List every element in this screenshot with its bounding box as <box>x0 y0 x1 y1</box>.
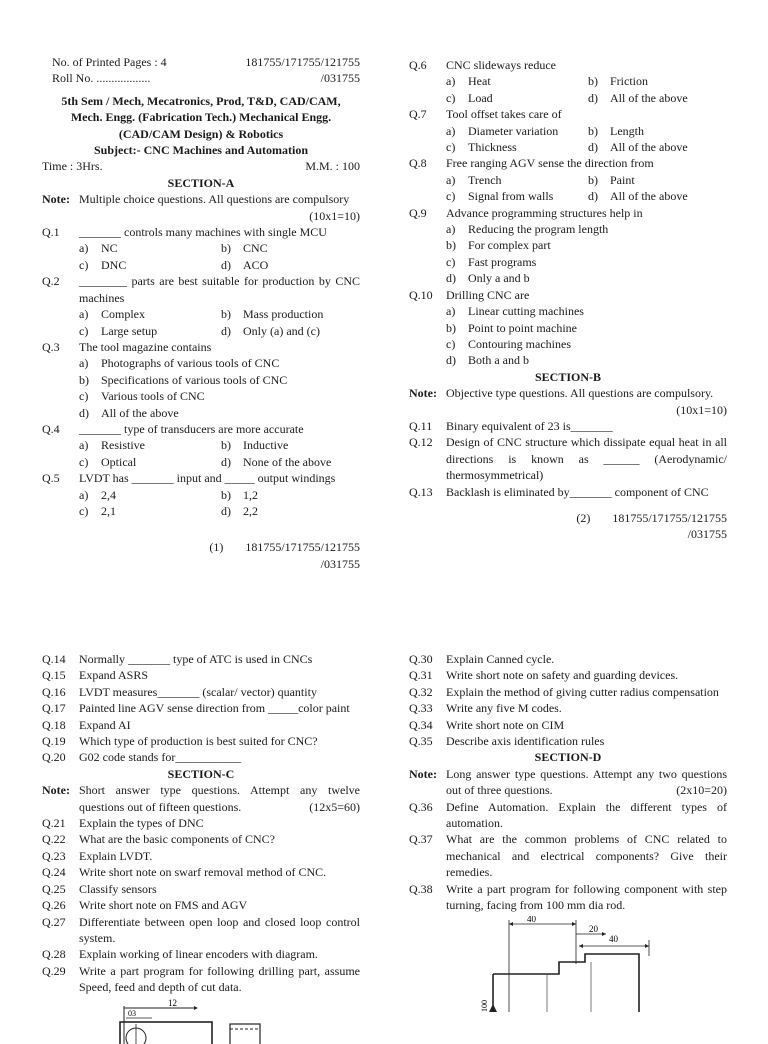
question-number: Q.30 <box>409 652 433 666</box>
option-c: c) Thickness <box>446 140 517 155</box>
question-number: Q.36 <box>409 799 433 814</box>
question-17 <box>42 700 360 716</box>
note-marks: (10x1=10) <box>676 402 727 417</box>
question-text: What are the basic components of CNC? <box>79 832 275 847</box>
question-text: The tool magazine contains <box>79 339 212 354</box>
part-outline <box>120 1022 212 1044</box>
question-number: Q.33 <box>409 701 433 716</box>
section-a-title: SECTION-A <box>167 175 235 190</box>
question-text: Design of CNC structure which dissipate equal heat in all directions is known as ______ (Aerodynamic/ thermosymmetrical) <box>446 435 727 483</box>
question-text: _______ type of transducers are more accurate <box>79 421 304 436</box>
question-number: Q.17 <box>42 701 66 716</box>
note-label: Note: <box>409 386 437 401</box>
question-11 <box>409 418 727 434</box>
question-33 <box>409 700 727 716</box>
question-35 <box>409 733 727 749</box>
option-b: b) Specifications of various tools of CNC <box>79 372 288 387</box>
question-5-options <box>42 487 360 520</box>
question-6-options <box>409 73 727 106</box>
question-number: Q.5 <box>42 471 60 486</box>
question-number: Q.22 <box>42 832 66 847</box>
question-28 <box>42 946 360 962</box>
note-text: Short answer type questions. Attempt any twelve questions out of fifteen questions. <box>79 783 360 814</box>
option-c: c) 2,1 <box>79 503 116 518</box>
question-number: Q.26 <box>42 898 66 913</box>
note-label: Note: <box>409 766 437 781</box>
option-d: d) Only (a) and (c) <box>221 323 320 338</box>
side-view-outline <box>230 1024 260 1044</box>
question-text: G02 code stands for___________ <box>79 750 242 765</box>
dim-label-12: 12 <box>168 997 177 1008</box>
question-text: Explain the method of giving cutter radius compensation <box>446 684 719 699</box>
note-marks: (10x1=10) <box>309 208 360 223</box>
option-a: a) Diameter variation <box>446 123 559 138</box>
option-a: a) Resistive <box>79 438 145 453</box>
page-3-column <box>42 651 360 1044</box>
option-b: b) Point to point machine <box>446 320 577 335</box>
question-30 <box>409 651 727 667</box>
footer-code-suffix: /031755 <box>687 527 727 542</box>
dim-label-20: 20 <box>589 923 598 934</box>
question-number: Q.19 <box>42 734 66 749</box>
option-d: d) All of the above <box>588 140 688 155</box>
question-text: LVDT has _______ input and _____ output windings <box>79 471 336 486</box>
question-20 <box>42 749 360 765</box>
option-b: b) Paint <box>588 172 635 187</box>
question-9 <box>409 205 727 221</box>
question-text: Which type of production is best suited for CNC? <box>79 734 318 749</box>
question-text: Write short note on CIM <box>446 717 565 732</box>
question-number: Q.7 <box>409 107 427 122</box>
option-b: b) For complex part <box>446 238 551 253</box>
question-text: Normally _______ type of ATC is used in CNCs <box>79 652 313 666</box>
option-b: b) Inductive <box>221 438 289 453</box>
time-marks-row <box>42 158 360 174</box>
page-number: (2) <box>576 510 591 525</box>
question-text: Backlash is eliminated by_______ component of CNC <box>446 484 709 499</box>
dimension-arrow <box>509 922 513 926</box>
option-c: c) Load <box>446 90 493 105</box>
header-row-1 <box>42 54 360 70</box>
roll-no: Roll No. .................. <box>52 71 151 86</box>
page-2-column <box>409 57 727 543</box>
question-number: Q.11 <box>409 418 433 433</box>
option-a: a) Trench <box>446 172 502 187</box>
question-number: Q.6 <box>409 58 427 72</box>
question-number: Q.4 <box>42 421 60 436</box>
subject-title: Subject:- CNC Machines and Automation <box>93 143 308 158</box>
question-text: Free ranging AGV sense the direction from <box>446 156 654 171</box>
question-number: Q.23 <box>42 848 66 863</box>
question-text: ________ parts are best suitable for production by CNC machines <box>79 274 360 305</box>
question-4-options <box>42 437 360 470</box>
question-text: Expand ASRS <box>79 668 149 683</box>
stepped-profile-outline <box>493 954 639 1012</box>
course-line-1: 5th Sem / Mech, Mecatronics, Prod, T&D, CAD/CAM, <box>61 93 341 108</box>
question-text: Write a part program for following component with step turning, facing from 100 mm dia rod. <box>446 881 727 913</box>
option-b: b) Length <box>588 123 644 138</box>
section-c-note <box>42 782 360 815</box>
question-4 <box>42 421 360 437</box>
option-c: c) Optical <box>79 454 137 469</box>
dimension-arrow <box>194 1006 198 1010</box>
question-number: Q.25 <box>42 881 66 896</box>
question-text: Write short note on swarf removal method of CNC. <box>79 865 327 880</box>
question-16 <box>42 684 360 700</box>
question-number: Q.27 <box>42 914 66 929</box>
question-13 <box>409 484 727 500</box>
question-text: Painted line AGV sense direction from _____color paint <box>79 701 350 716</box>
section-c-title: SECTION-C <box>167 766 235 781</box>
question-text: What are the common problems of CNC related to mechanical and electrical components? Give their remedies. <box>446 832 727 880</box>
option-c: c) Signal from walls <box>446 189 554 204</box>
question-text: Write a part program for following drilling part, assume Speed, feed and depth of cut data. <box>79 963 360 995</box>
question-19 <box>42 733 360 749</box>
printed-pages: No. of Printed Pages : 4 <box>52 55 167 69</box>
question-31 <box>409 667 727 683</box>
section-d-title: SECTION-D <box>534 750 602 765</box>
question-34 <box>409 717 727 733</box>
question-3 <box>42 339 360 355</box>
question-32 <box>409 684 727 700</box>
note-text: Long answer type questions. Attempt any two questions out of three questions. <box>446 766 727 798</box>
question-text: Explain the types of DNC <box>79 816 204 831</box>
question-number: Q.24 <box>42 865 66 880</box>
question-number: Q.29 <box>42 963 66 978</box>
question-number: Q.15 <box>42 668 66 683</box>
question-text: Explain LVDT. <box>79 848 153 863</box>
question-25 <box>42 881 360 897</box>
option-b: b) CNC <box>221 241 268 256</box>
question-number: Q.37 <box>409 832 433 847</box>
question-number: Q.21 <box>42 816 66 831</box>
note-marks: (2x10=20) <box>676 783 727 798</box>
option-a: a) 2,4 <box>79 487 116 502</box>
option-a: a) NC <box>79 241 118 256</box>
question-5 <box>42 470 360 486</box>
question-number: Q.8 <box>409 156 427 171</box>
question-text: CNC slideways reduce <box>446 58 556 72</box>
dimension-arrow <box>645 944 649 948</box>
page-number: (1) <box>209 540 224 555</box>
question-7-options <box>409 123 727 156</box>
question-1-options <box>42 240 360 273</box>
question-text: _______ controls many machines with single MCU <box>79 225 327 240</box>
exam-time: Time : 3Hrs. <box>42 159 103 174</box>
header-row-2 <box>42 70 360 86</box>
footer-code: 181755/171755/121755 <box>612 510 727 525</box>
question-text: Tool offset takes care of <box>446 107 562 122</box>
question-text: Write short note on safety and guarding devices. <box>446 668 679 683</box>
option-d: d) ACO <box>221 257 269 272</box>
option-c: c) Various tools of CNC <box>79 389 205 404</box>
dim-label-40b: 40 <box>609 933 618 944</box>
option-d: d) All of the above <box>588 90 688 105</box>
question-8-options <box>409 172 727 205</box>
question-22 <box>42 831 360 847</box>
dimension-arrow <box>579 944 583 948</box>
question-38 <box>409 881 727 914</box>
question-number: Q.9 <box>409 205 427 220</box>
option-d: d) None of the above <box>221 454 332 469</box>
question-text: Define Automation. Explain the different types of automation. <box>446 799 727 831</box>
question-number: Q.12 <box>409 435 433 450</box>
page-1-footer <box>42 539 360 572</box>
question-23 <box>42 848 360 864</box>
option-b: b) Mass production <box>221 307 324 322</box>
section-a-note <box>42 191 360 224</box>
question-text: Explain working of linear encoders with diagram. <box>79 947 318 962</box>
footer-code: 181755/171755/121755 <box>245 540 360 555</box>
question-15 <box>42 667 360 683</box>
option-c: c) DNC <box>79 257 127 272</box>
question-number: Q.38 <box>409 881 433 896</box>
option-a: a) Complex <box>79 307 145 322</box>
question-number: Q.34 <box>409 717 433 732</box>
question-18 <box>42 717 360 733</box>
question-26 <box>42 897 360 913</box>
question-8 <box>409 155 727 171</box>
question-number: Q.16 <box>42 684 66 699</box>
note-text: Objective type questions. All questions are compulsory. <box>446 386 714 401</box>
question-number: Q.18 <box>42 717 66 732</box>
option-c: c) Contouring machines <box>446 336 571 351</box>
question-10 <box>409 287 727 303</box>
question-number: Q.1 <box>42 225 60 240</box>
question-text: Differentiate between open loop and closed loop control system. <box>79 914 360 945</box>
question-12 <box>409 434 727 483</box>
option-d: d) Only a and b <box>446 271 530 286</box>
option-a: a) Photographs of various tools of CNC <box>79 356 280 371</box>
dim-label-100: 100 <box>480 999 489 1012</box>
option-a: a) Reducing the program length <box>446 222 609 237</box>
question-24 <box>42 864 360 880</box>
question-7 <box>409 106 727 122</box>
note-text: Multiple choice questions. All questions are compulsory <box>79 192 350 207</box>
question-text: LVDT measures_______ (scalar/ vector) quantity <box>79 684 317 699</box>
note-marks: (12x5=60) <box>309 799 360 814</box>
course-line-2: Mech. Engg. (Fabrication Tech.) Mechanical Engg. <box>70 110 332 125</box>
question-text: Write any five M codes. <box>446 701 562 716</box>
question-9-options <box>409 221 727 287</box>
question-number: Q.10 <box>409 287 433 302</box>
question-text: Binary equivalent of 23 is_______ <box>446 418 613 433</box>
course-line-3: (CAD/CAM Design) & Robotics <box>118 126 284 141</box>
option-d: d) All of the above <box>79 405 179 420</box>
question-text: Drilling CNC are <box>446 287 530 302</box>
question-text: Explain Canned cycle. <box>446 652 555 666</box>
question-number: Q.3 <box>42 339 60 354</box>
dimension-arrow <box>572 922 576 926</box>
option-d: d) All of the above <box>588 189 688 204</box>
question-36 <box>409 799 727 832</box>
option-a: a) Linear cutting machines <box>446 304 584 319</box>
option-b: b) Friction <box>588 74 648 89</box>
question-2-options <box>42 306 360 339</box>
footer-code-suffix: /031755 <box>320 556 360 571</box>
section-b-note <box>409 385 727 418</box>
dim-label-40a: 40 <box>527 915 536 924</box>
question-2 <box>42 273 360 306</box>
question-number: Q.2 <box>42 274 60 289</box>
note-label: Note: <box>42 783 70 798</box>
question-10-options <box>409 303 727 369</box>
question-21 <box>42 815 360 831</box>
option-c: c) Large setup <box>79 323 158 338</box>
question-3-options <box>42 355 360 421</box>
paper-code-suffix: /031755 <box>320 71 360 86</box>
question-37 <box>409 831 727 880</box>
option-d: d) 2,2 <box>221 503 258 518</box>
page-1-column <box>42 54 360 572</box>
page-2-footer <box>409 510 727 543</box>
question-text: Expand AI <box>79 717 131 732</box>
question-number: Q.35 <box>409 734 433 749</box>
question-number: Q.14 <box>42 652 66 666</box>
drilling-part-drawing <box>114 998 314 1044</box>
question-text: Describe axis identification rules <box>446 734 605 749</box>
question-text: Write short note on FMS and AGV <box>79 898 248 913</box>
dim-label-03: 03 <box>128 1008 136 1018</box>
option-a: a) Heat <box>446 74 491 89</box>
note-label: Note: <box>42 192 70 207</box>
section-d-note <box>409 766 727 799</box>
turning-part-drawing <box>409 916 709 1012</box>
option-c: c) Fast programs <box>446 254 537 269</box>
question-text: Advance programming structures help in <box>446 205 643 220</box>
question-6 <box>409 57 727 73</box>
dimension-arrow <box>602 932 606 936</box>
question-number: Q.20 <box>42 750 66 765</box>
question-1 <box>42 224 360 240</box>
dimension-arrow <box>489 1004 497 1012</box>
question-number: Q.32 <box>409 684 433 699</box>
question-number: Q.13 <box>409 484 433 499</box>
option-b: b) 1,2 <box>221 487 258 502</box>
question-29 <box>42 963 360 996</box>
question-text: Classify sensors <box>79 881 157 896</box>
page-4-column <box>409 651 727 1012</box>
question-14 <box>42 651 360 667</box>
question-number: Q.28 <box>42 947 66 962</box>
question-27 <box>42 914 360 947</box>
question-number: Q.31 <box>409 668 433 683</box>
option-d: d) Both a and b <box>446 353 529 368</box>
section-b-title: SECTION-B <box>534 369 602 384</box>
max-marks: M.M. : 100 <box>305 159 360 174</box>
paper-code: 181755/171755/121755 <box>245 55 360 69</box>
